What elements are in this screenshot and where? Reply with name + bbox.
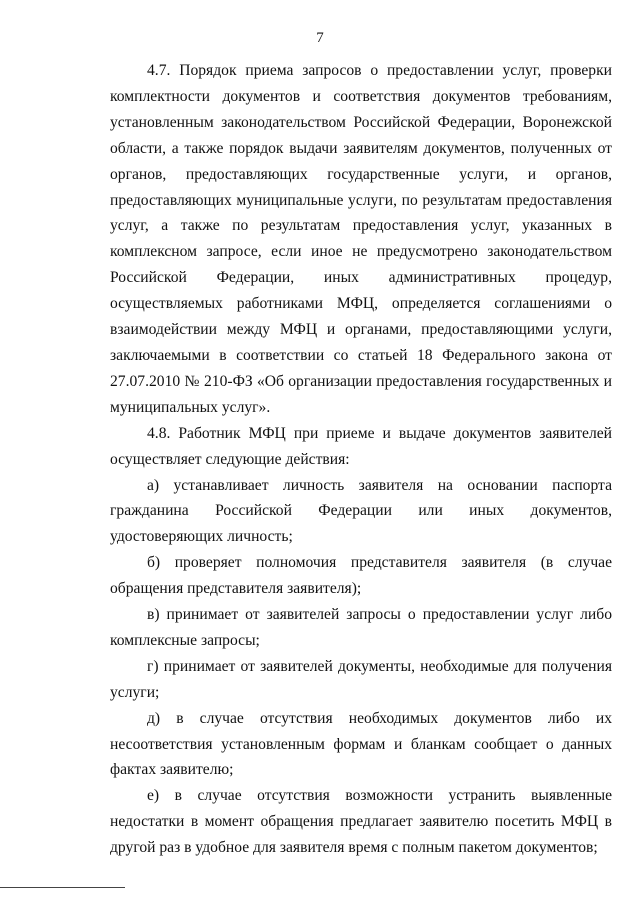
list-item-v: в) принимает от заявителей запросы о предоставлении услуг либо комплексные запросы; [110,606,612,649]
list-item-d: д) в случае отсутствия необходимых документов либо их несоответствия установленным формам и бланкам сообщает о данных фактах заявителю; [110,709,612,779]
paragraph-4-8: 4.8. Работник МФЦ при приеме и выдаче документов заявителей осуществляет следующие действия: [110,424,612,468]
footnote-divider [0,887,125,888]
list-item-a: а) устанавливает личность заявителя на основании паспорта гражданина Российской Федерации или иных документов, удостоверяющих личность; [110,476,612,546]
list-item-b: б) проверяет полномочия представителя заявителя (в случае обращения представителя заявителя); [110,554,612,598]
page-number: 7 [316,30,324,46]
paragraph-4-7: 4.7. Порядок приема запросов о предоставлении услуг, проверки комплектности документов и соответствия документов требованиям, установленным законодательством Российской Федерации, Воронежской области, а также порядок выдачи заявителям документов, полученных от органов, предоставляющих государственные услуги, и органов, предоставляющих муниципальные услуги, по результатам предоставления услуг, а также по результатам предоставления услуг, указанных в комплексном запросе, если иное не предусмотрено законодательством Российской Федерации, иных административных процедур, осуществляемых работниками МФЦ, определяется соглашениями о взаимодействии между МФЦ и органами, предоставляющими услуги, заключаемыми в соответствии со статьей 18 Федерального закона от 27.07.2010 № 210-ФЗ «Об организации предоставления государственных и муниципальных услуг». [110,62,612,416]
list-item-e: е) в случае отсутствия возможности устранить выявленные недостатки в момент обращения предлагает заявителю посетить МФЦ в другой раз в удобное для заявителя время с полным пакетом документов; [110,787,612,857]
document-body [110,58,612,861]
list-item-g: г) принимает от заявителей документы, необходимые для получения услуги; [110,657,612,701]
